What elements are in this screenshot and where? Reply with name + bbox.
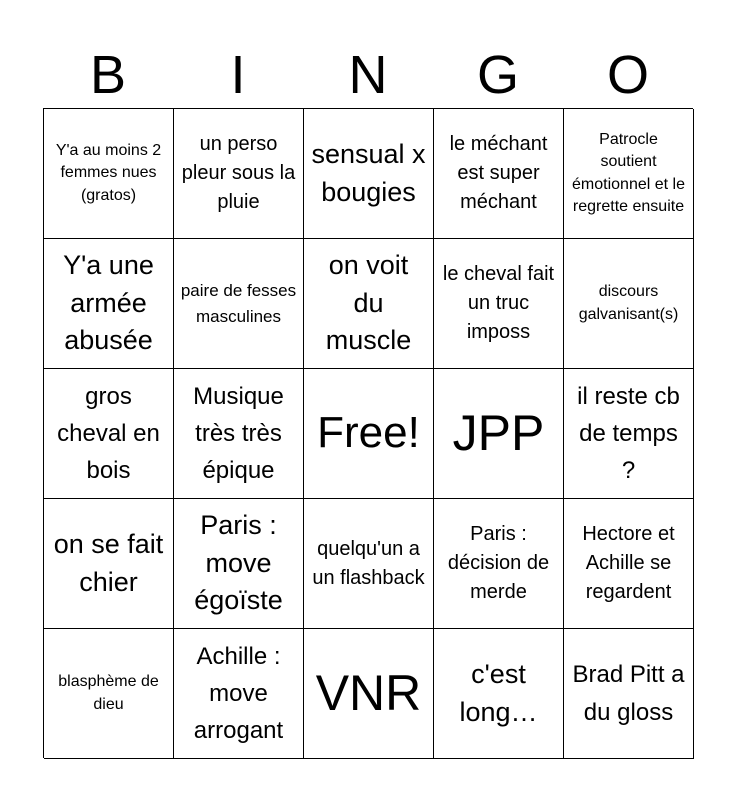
cell-text: Free! xyxy=(317,408,420,458)
cell-text: Musique très très épique xyxy=(193,382,284,485)
cell-text: le méchant est super méchant xyxy=(449,133,548,213)
bingo-cell-r2c3[interactable] xyxy=(304,239,434,369)
bingo-cell-r1c2[interactable] xyxy=(174,109,304,239)
bingo-cell-r4c1[interactable] xyxy=(44,499,174,629)
bingo-cell-r5c4[interactable] xyxy=(434,629,564,759)
cell-text: JPP xyxy=(452,405,545,461)
bingo-cell-r1c1[interactable] xyxy=(44,109,174,239)
bingo-cell-r2c2[interactable] xyxy=(174,239,304,369)
bingo-cell-r4c4[interactable] xyxy=(434,499,564,629)
bingo-cell-r2c5[interactable] xyxy=(564,239,694,369)
bingo-cell-r2c4[interactable] xyxy=(434,239,564,369)
header-letter-b: B xyxy=(89,45,127,105)
cell-text: Paris : move égoïste xyxy=(194,509,283,616)
header-letter-i: I xyxy=(230,45,246,105)
bingo-board xyxy=(43,108,693,758)
cell-text: sensual x bougies xyxy=(311,138,426,207)
cell-text: un perso pleur sous la pluie xyxy=(181,133,296,213)
bingo-cell-r2c1[interactable] xyxy=(44,239,174,369)
cell-text: VNR xyxy=(315,665,422,721)
bingo-cell-r4c2[interactable] xyxy=(174,499,304,629)
bingo-cell-r1c3[interactable] xyxy=(304,109,434,239)
bingo-cell-r3c1[interactable] xyxy=(44,369,174,499)
cell-text: on voit du muscle xyxy=(325,249,412,356)
bingo-cell-r5c1[interactable] xyxy=(44,629,174,759)
bingo-cell-r3c2[interactable] xyxy=(174,369,304,499)
cell-text: quelqu'un a un flashback xyxy=(312,537,425,589)
bingo-cell-free[interactable] xyxy=(304,369,434,499)
bingo-cell-r3c4[interactable] xyxy=(434,369,564,499)
cell-text: paire de fesses masculines xyxy=(180,281,297,326)
header-letter-n: N xyxy=(348,45,388,105)
header-letter-g: G xyxy=(476,45,519,105)
bingo-cell-r5c5[interactable] xyxy=(564,629,694,759)
cell-text: on se fait chier xyxy=(53,528,164,597)
cell-text: il reste cb de temps ? xyxy=(577,382,680,485)
cell-text: Patrocle soutient émotionnel et le regrette ensuite xyxy=(572,130,685,215)
cell-text: gros cheval en bois xyxy=(57,382,160,485)
cell-text: blasphème de dieu xyxy=(58,673,159,713)
cell-text: c'est long… xyxy=(459,658,538,727)
bingo-cell-r3c5[interactable] xyxy=(564,369,694,499)
bingo-cell-r1c5[interactable] xyxy=(564,109,694,239)
bingo-cell-r5c3[interactable] xyxy=(304,629,434,759)
cell-text: discours galvanisant(s) xyxy=(578,283,679,323)
bingo-cell-r4c3[interactable] xyxy=(304,499,434,629)
cell-text: le cheval fait un truc imposs xyxy=(442,263,555,343)
bingo-cell-r1c4[interactable] xyxy=(434,109,564,239)
cell-text: Hectore et Achille se regardent xyxy=(582,523,675,603)
header-letter-o: O xyxy=(606,45,649,105)
cell-text: Y'a une armée abusée xyxy=(63,249,154,356)
cell-text: Paris : décision de merde xyxy=(447,523,550,603)
cell-text: Achille : move arrogant xyxy=(193,642,284,745)
bingo-cell-r5c2[interactable] xyxy=(174,629,304,759)
bingo-header xyxy=(43,42,693,108)
cell-text: Y'a au moins 2 femmes nues (gratos) xyxy=(55,141,162,204)
bingo-cell-r4c5[interactable] xyxy=(564,499,694,629)
cell-text: Brad Pitt a du gloss xyxy=(572,661,685,726)
